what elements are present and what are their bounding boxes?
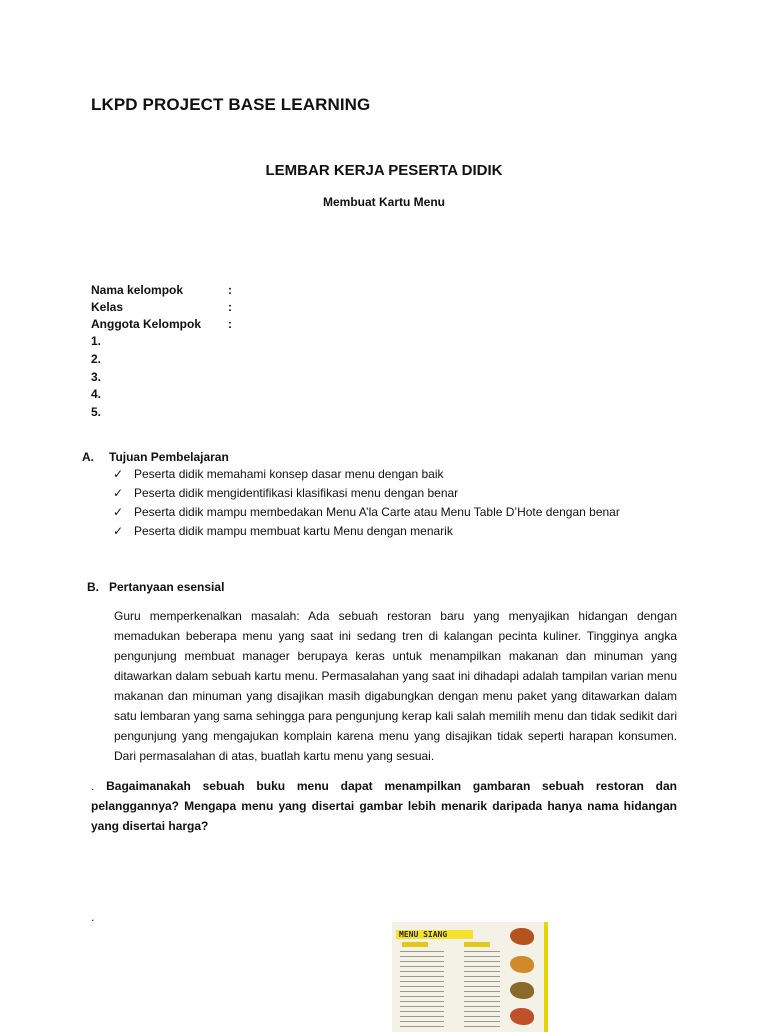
menu-item-line [400,986,444,987]
field-colon: : [228,300,232,314]
menu-item-line [400,956,444,957]
menu-category-tag [402,942,428,947]
menu-item-line [400,1026,444,1027]
member-number-4: 4. [91,387,102,401]
trailing-dot: . [91,910,95,924]
menu-item-line [464,1011,500,1012]
food-photo [510,1008,534,1025]
field-colon: : [228,283,232,297]
field-colon: : [228,317,232,331]
menu-item-line [464,951,500,952]
food-photo [510,928,534,945]
check-mark-icon: ✓ [113,486,124,500]
field-nama-kelompok [91,283,232,297]
menu-heading: MENU SIANG [396,930,473,939]
menu-item-line [400,951,444,952]
objective-item [113,524,453,538]
menu-item-line [400,1006,444,1007]
menu-item-line [400,961,444,962]
menu-item-line [464,996,500,997]
check-mark-icon: ✓ [113,524,124,538]
objective-item [113,505,620,519]
menu-item-line [464,971,500,972]
menu-item-line [464,956,500,957]
objective-item [113,486,458,500]
essential-question [91,776,677,836]
field-label: Anggota Kelompok [91,317,201,331]
menu-item-line [400,1011,444,1012]
member-number-1: 1. [91,334,102,348]
menu-card-image [392,922,548,1032]
section-b-heading [87,580,224,594]
member-number-3: 3. [91,370,102,384]
check-mark-icon: ✓ [113,467,124,481]
menu-item-line [464,1016,500,1017]
member-number-2: 2. [91,352,102,366]
worksheet-title: LEMBAR KERJA PESERTA DIDIK [265,162,503,179]
menu-item-line [400,981,444,982]
question-prefix: . [91,779,107,793]
menu-item-line [464,1001,500,1002]
menu-item-line [464,981,500,982]
field-kelas [91,300,232,314]
menu-item-line [464,1006,500,1007]
menu-item-line [464,991,500,992]
menu-item-line [400,1016,444,1017]
question-text: Bagaimanakah sebuah buku menu dapat menampilkan gambaran sebuah restoran dan pelanggannya? Mengapa menu yang disertai gambar lebih menarik daripada hanya nama hidangan yang disertai harga? [91,779,677,833]
menu-item-line [464,986,500,987]
menu-item-line [400,966,444,967]
menu-category-tag [464,942,490,947]
document-title: LKPD PROJECT BASE LEARNING [91,95,371,114]
section-letter: B. [87,580,99,594]
check-mark-icon: ✓ [113,505,124,519]
menu-item-line [400,1021,444,1022]
menu-item-line [464,1026,500,1027]
objective-text: Peserta didik mampu membuat kartu Menu dengan menarik [134,524,453,538]
menu-item-line [464,1021,500,1022]
menu-item-line [464,976,500,977]
menu-item-line [464,961,500,962]
objective-text: Peserta didik mampu membedakan Menu A’la Carte atau Menu Table D’Hote dengan benar [134,505,620,519]
menu-item-line [400,991,444,992]
menu-item-line [464,966,500,967]
food-photo [510,956,534,973]
section-letter: A. [82,450,94,464]
menu-item-line [400,976,444,977]
objective-item [113,467,444,481]
worksheet-subtitle: Membuat Kartu Menu [322,195,445,209]
field-anggota-kelompok [91,317,232,331]
objective-text: Peserta didik mengidentifikasi klasifikasi menu dengan benar [134,486,459,500]
problem-paragraph: Guru memperkenalkan masalah: Ada sebuah restoran baru yang menyajikan hidangan dengan memadukan beberapa menu yang saat ini sedang tren di kalangan pecinta kuliner. Tingginya angka pengunjung membuat manager berupaya keras untuk menampilkan makanan dan minuman yang ditawarkan dalam sebuah kartu menu. Permasalahan yang saat ini dihadapi adalah tampilan varian menu makanan dan minuman yang disajikan masih digabungkan dengan menu paket yang ditawarkan dalam satu lembaran yang sama sehingga para pengunjung kerap kali salah memilih menu dan tidak sedikit dari pengunjung yang mengajukan komplain karena menu yang disajikan tidak seperti harapan konsumen. Dari permasalahan di atas, buatlah kartu menu yang sesuai. [114,609,677,763]
food-photo [510,982,534,999]
menu-item-line [400,971,444,972]
section-title: Pertanyaan esensial [109,580,225,594]
section-title: Tujuan Pembelajaran [109,450,229,464]
section-a-heading [82,450,229,464]
member-number-5: 5. [91,405,102,419]
field-label: Kelas [91,300,124,314]
field-label: Nama kelompok [91,283,184,297]
menu-item-line [400,1001,444,1002]
menu-item-line [400,996,444,997]
objective-text: Peserta didik memahami konsep dasar menu dengan baik [134,467,444,481]
